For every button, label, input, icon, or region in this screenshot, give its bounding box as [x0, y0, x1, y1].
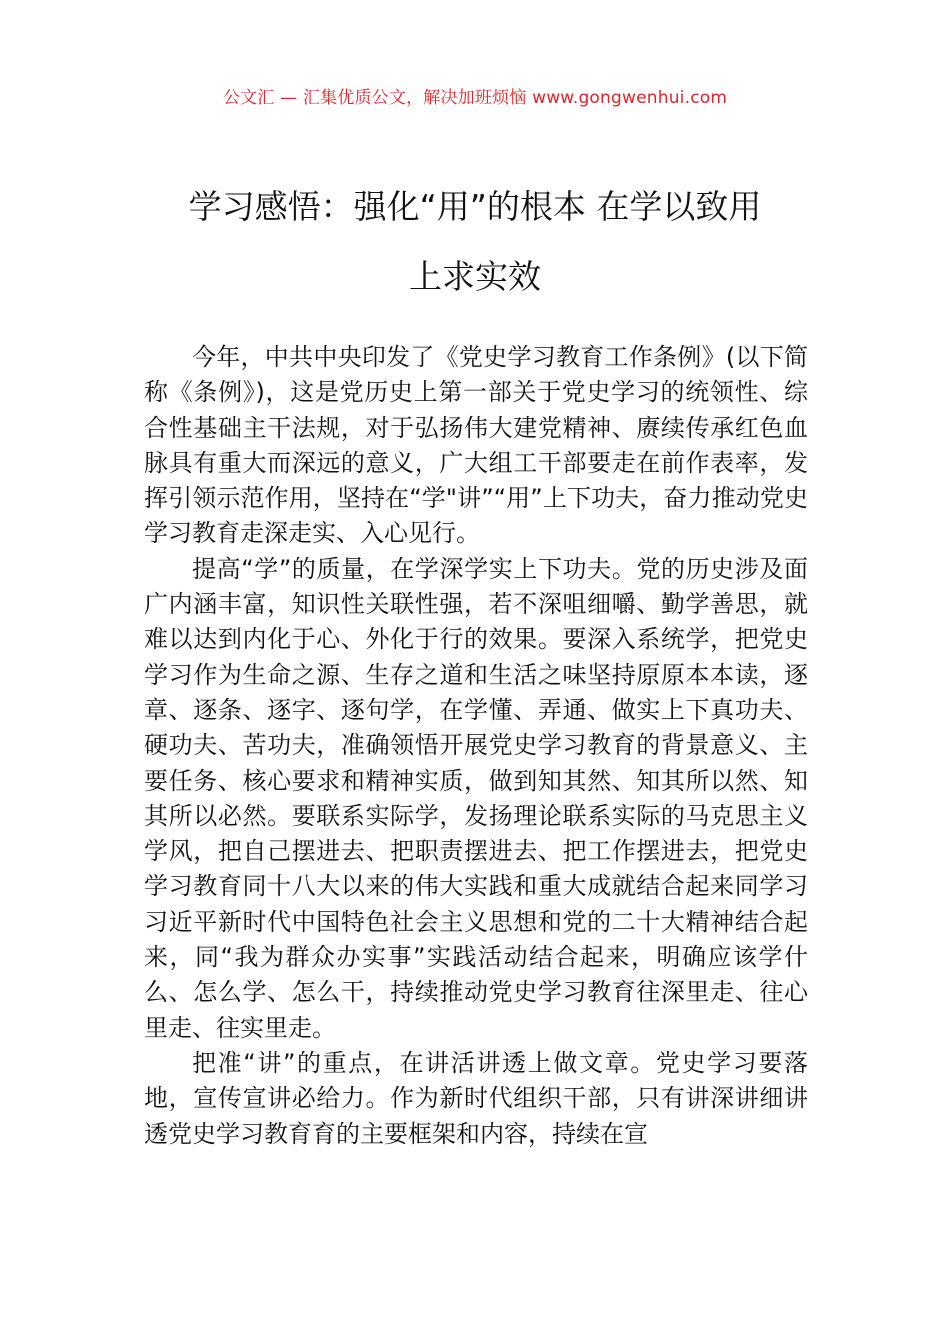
paragraph: 把准“讲”的重点，在讲活讲透上做文章。党史学习要落地，宣传宣讲必给力。作为新时代组织干部，只有讲深讲细讲透党史学习教育育的主要框架和内容，持续在宣 [144, 1048, 808, 1148]
header-banner: 公文汇 — 汇集优质公文，解决加班烦恼 www.gongwenhui.com [222, 88, 728, 108]
paragraph: 今年，中共中央印发了《党史学习教育工作条例》(以下简称《条例》)，这是党历史上第一部关于党史学习的统领性、综合性基础主干法规，对于弘扬伟大建党精神、赓续传承红色血脉具有重大而深远的意义，广大组工干部要走在前作表率，发挥引领示范作用，坚持在“学"讲”“用”上下功夫，奋力推动党史学习教育走深走实、入心见行。 [144, 343, 808, 548]
title-line-1: 学习感悟：强化“用”的根本 在学以致用 [188, 187, 762, 226]
title-line-2: 上求实效 [409, 257, 541, 296]
document-body [144, 340, 808, 1152]
page-title [120, 172, 830, 312]
paragraph: 提高“学”的质量，在学深学实上下功夫。党的历史涉及面广内涵丰富，知识性关联性强，若不深咀细嚼、勤学善思，就难以达到内化于心、外化于行的效果。要深入系统学，把党史学习作为生命之源、生存之道和生活之味坚持原原本本读，逐章、逐条、逐字、逐句学，在学懂、弄通、做实上下真功夫、硬功夫、苦功夫，准确领悟开展党史学习教育的背景意义、主要任务、核心要求和精神实质，做到知其然、知其所以然、知其所以必然。要联系实际学，发扬理论联系实际的马克思主义学风，把自己摆进去、把职责摆进去、把工作摆进去，把党史学习教育同十八大以来的伟大实践和重大成就结合起来同学习习近平新时代中国特色社会主义思想和党的二十大精神结合起来，同“我为群众办实事”实践活动结合起来，明确应该学什么、怎么学、怎么干，持续推动党史学习教育往深里走、往心里走、往实里走。 [144, 554, 808, 1042]
